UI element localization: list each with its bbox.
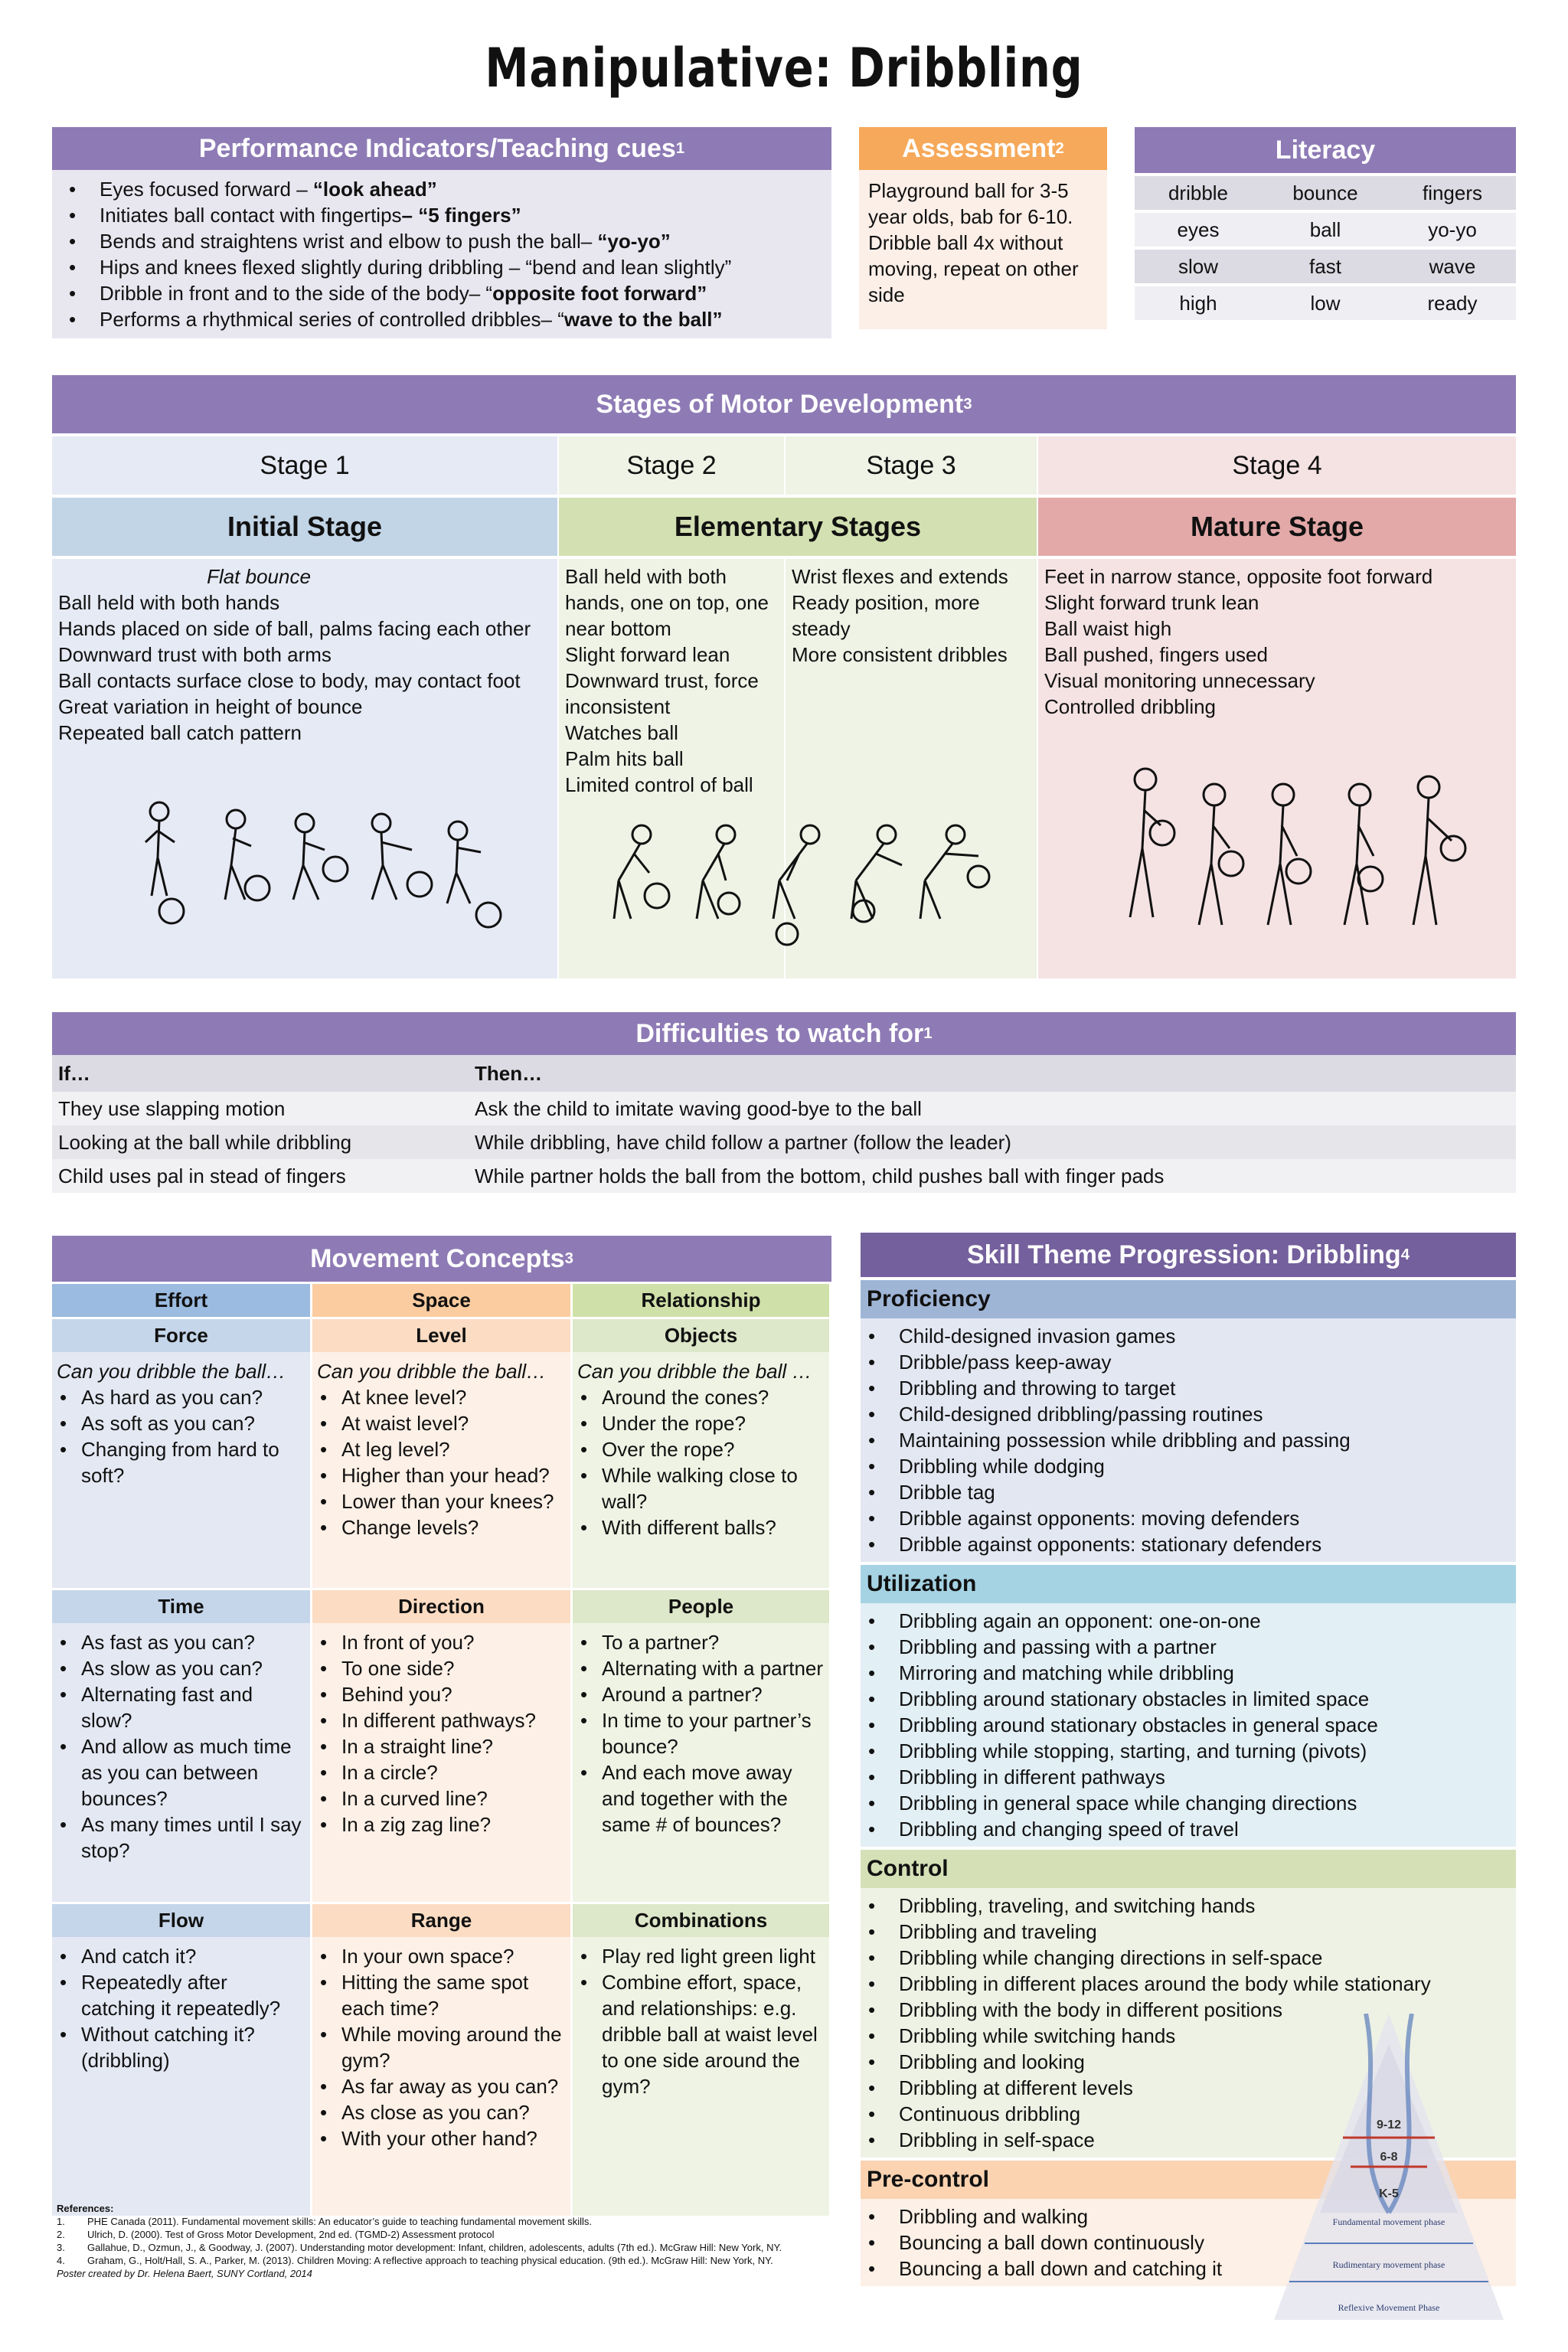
stage-2-line: Downward trust, force [565,669,759,692]
level-item: • Bouncing a ball down and catching it [861,2256,1516,2282]
concept-category-effort: Effort [52,1282,312,1317]
concept-item: • Play red light green light [577,1943,825,1969]
concept-cell [52,1623,312,1902]
literacy-header: Literacy [1135,127,1516,173]
then-heading: Then… [475,1061,543,1085]
stage-3-label: Stage 3 [786,436,1037,495]
difficulty-then: While dribbling, have child follow a partner (follow the leader) [475,1130,1011,1154]
level-utilization-heading: Utilization [861,1565,1516,1603]
concept-list [317,1943,566,2151]
stage-4-list [1038,559,1516,724]
stage-2-line: Slight forward lean [565,643,730,666]
literacy-word: high [1135,286,1262,320]
performance-item-cue: – “5 fingers” [401,204,521,227]
stages-header [52,375,1516,433]
concept-item: • Change levels? [317,1514,566,1540]
concept-item: • As fast as you can? [57,1629,305,1655]
concept-heading-people: People [573,1588,831,1623]
level-item: • Child-designed invasion games [861,1323,1516,1349]
concept-list [577,1943,825,2099]
performance-item [63,254,821,280]
pyramid-fundamental: Fundamental movement phase [1332,2216,1446,2227]
literacy-word: fingers [1389,176,1516,210]
level-item: • Dribbling in different places around the body while stationary [861,1971,1516,1997]
concept-intro: Can you dribble the ball … [577,1360,812,1383]
pyramid-reflexive: Reflexive Movement Phase [1338,2302,1440,2313]
literacy-word: bounce [1262,176,1389,210]
performance-item [63,280,821,306]
concept-item: • While moving around the gym? [317,2021,566,2073]
level-list [861,1608,1516,1842]
level-item: • Dribbling and looking [861,2049,1516,2075]
level-proficiency-body [861,1318,1516,1562]
stage-1-italic: Flat bounce [207,565,311,588]
concept-item: • With your other hand? [317,2125,566,2151]
elementary-stage-figures [603,812,1017,965]
pyramid-label-k-5: K-5 [1379,2187,1399,2200]
level-control-heading: Control [861,1850,1516,1888]
stage-2-line: Limited control of ball [565,773,753,796]
concept-item: • And allow as much time as you can between bounces? [57,1733,305,1811]
level-item: • Dribbling while dodging [861,1453,1516,1479]
concept-item: • At knee level? [317,1384,566,1410]
concept-item: • In front of you? [317,1629,566,1655]
level-item: • Dribbling, traveling, and switching hands [861,1893,1516,1919]
stage-4-line: Ball pushed, fingers used [1044,643,1268,666]
concept-cell [573,1623,831,1902]
level-item: • Dribbling with the body in different positions [861,1997,1516,2023]
stage-4-body [1038,559,1516,978]
difficulties-sup: 1 [923,1024,933,1042]
stage-2-line: inconsistent [565,695,671,718]
movement-concepts-header [52,1236,831,1282]
level-item: • Dribbling at different levels [861,2075,1516,2101]
concept-item: • Around the cones? [577,1384,825,1410]
reference-text: PHE Canada (2011). Fundamental movement skills: An educator’s guide to teaching fundamental movement skills. [87,2216,593,2227]
concept-heading-row [52,1317,831,1352]
performance-item-text: Hips and knees flexed slightly during dribbling – “bend and lean slightly” [100,256,732,279]
stage-3-list [786,559,1037,672]
movement-concepts-panel [52,1236,831,2216]
assessment-header [859,127,1107,170]
performance-item [63,306,821,332]
stage-1-line: Great variation in height of bounce [58,695,363,718]
concept-heading-range: Range [312,1902,573,1937]
stage-3-line: More consistent dribbles [792,643,1008,666]
assessment-text: Playground ball for 3-5 year olds, bab for 6-10. Dribble ball 4x without moving, repeat on other side [859,170,1107,329]
references [57,2202,838,2280]
performance-item-text: Bends and straightens wrist and elbow to push the ball– [100,230,598,253]
concept-category-row [52,1282,831,1317]
concept-item: • As far away as you can? [317,2073,566,2099]
performance-panel [52,127,831,338]
stage-4-line: Slight forward trunk lean [1044,591,1259,614]
stage-3-line: Ready position, more [792,591,980,614]
stage-2-line: Watches ball [565,721,678,744]
stage-2-line: Palm hits ball [565,747,684,770]
difficulty-then: While partner holds the ball from the bottom, child pushes ball with finger pads [475,1164,1165,1187]
concept-list [577,1629,825,1838]
performance-sup: 1 [675,139,685,157]
stages-sup: 3 [963,395,972,413]
difficulty-if: They use slapping motion [58,1096,286,1120]
literacy-word: wave [1389,250,1516,283]
literacy-row [1135,213,1516,247]
reference-number: 2. [57,2229,65,2240]
references-title: References: [57,2203,114,2214]
concept-intro: Can you dribble the ball… [57,1360,286,1383]
concept-body-row [52,1937,831,2216]
level-item: • Dribbling in self-space [861,2127,1516,2153]
concept-item: • In a circle? [317,1759,566,1785]
stage-4-line: Visual monitoring unnecessary [1044,669,1315,692]
performance-item-cue: wave to the ball” [564,308,723,331]
concept-heading-combinations: Combinations [573,1902,831,1937]
concept-item: • As hard as you can? [57,1384,305,1410]
skill-theme-title: Skill Theme Progression: Dribbling [966,1240,1401,1269]
assessment-panel [859,127,1107,329]
concept-item: • Repeatedly after catching it repeatedly? [57,1969,305,2021]
concept-item: • As close as you can? [317,2099,566,2125]
concept-category-relationship: Relationship [573,1282,831,1317]
difficulties-title: Difficulties to watch for [635,1018,924,1048]
level-item: • Child-designed dribbling/passing routines [861,1401,1516,1427]
reference-text: Ulrich, D. (2000). Test of Gross Motor Development, 2nd ed. (TGMD-2) Assessment protocol [87,2229,495,2240]
concept-item: • Hitting the same spot each time? [317,1969,566,2021]
pyramid-label-9-12: 9-12 [1376,2118,1402,2132]
concept-list [317,1384,566,1540]
elementary-stages-heading: Elementary Stages [559,498,1037,556]
literacy-word: ready [1389,286,1516,320]
performance-item-cue: “look ahead” [312,178,437,201]
concept-cell [573,1352,831,1588]
reference-item [57,2241,838,2254]
performance-item-cue: “yo-yo” [597,230,671,253]
literacy-table [1135,173,1516,323]
concept-cell [312,1623,573,1902]
literacy-word: ball [1262,213,1389,247]
concept-item: • At leg level? [317,1436,566,1462]
literacy-panel [1135,127,1516,323]
level-item: • Dribbling in different pathways [861,1764,1516,1790]
concept-item: • In different pathways? [317,1707,566,1733]
concept-item: • At waist level? [317,1410,566,1436]
initial-stage-figures [113,796,511,942]
concept-list [57,1943,305,2073]
literacy-word: slow [1135,250,1262,283]
stage-2-label: Stage 2 [559,436,784,495]
level-item: • Dribble/pass keep-away [861,1349,1516,1375]
concept-category-space: Space [312,1282,573,1317]
pyramid-rudimentary: Rudimentary movement phase [1332,2259,1446,2270]
reference-number: 4. [57,2255,65,2266]
performance-item-text: Initiates ball contact with fingertips [100,204,402,227]
concept-item: • To one side? [317,1655,566,1681]
literacy-row [1135,250,1516,283]
concept-item: • In time to your partner’s bounce? [577,1707,825,1759]
mature-stage-figures [1115,764,1482,940]
performance-item [63,228,821,254]
assessment-title: Assessment [902,133,1056,163]
performance-title: Performance Indicators/Teaching cues [198,133,676,163]
concept-list [57,1629,305,1864]
concept-item: • Around a partner? [577,1681,825,1707]
level-proficiency-heading: Proficiency [861,1280,1516,1318]
concept-item: • Changing from hard to soft? [57,1436,305,1488]
level-list [861,1323,1516,1557]
concept-item: • In your own space? [317,1943,566,1969]
concept-cell [312,1352,573,1588]
concept-item: • Alternating with a partner [577,1655,825,1681]
concept-heading-row [52,1902,831,1937]
concept-heading-flow: Flow [52,1902,312,1937]
concept-list [577,1384,825,1540]
level-item: • Dribble against opponents: moving defenders [861,1505,1516,1531]
initial-stage-heading: Initial Stage [52,498,557,556]
concept-item: • Under the rope? [577,1410,825,1436]
if-heading: If… [58,1061,90,1085]
concept-item: • Higher than your head? [317,1462,566,1488]
level-item: • Dribble against opponents: stationary defenders [861,1531,1516,1557]
concept-heading-row [52,1588,831,1623]
literacy-word: dribble [1135,176,1262,210]
concept-body-row [52,1352,831,1588]
stage-4-line: Controlled dribbling [1044,695,1217,718]
difficulty-if: Child uses pal in stead of fingers [58,1164,346,1187]
concept-cell [573,1937,831,2216]
movement-concepts-grid [52,1282,831,2216]
level-item: • Maintaining possession while dribbling and passing [861,1427,1516,1453]
poster-credit: Poster created by Dr. Helena Baert, SUNY Cortland, 2014 [57,2268,312,2279]
concept-cell [52,1937,312,2216]
concept-heading-level: Level [312,1317,573,1352]
difficulty-if: Looking at the ball while dribbling [58,1130,352,1154]
stage-4-line: Ball waist high [1044,617,1172,640]
stage-1-line: Ball held with both hands [58,591,280,614]
reference-number: 3. [57,2242,65,2253]
level-item: • Mirroring and matching while dribbling [861,1660,1516,1686]
reference-text: Gallahue, D., Ozmun, J., & Goodway, J. (2007). Understanding motor development: Infant, children, adolescents, adults (7th ed.). McGraw Hill: New York, NY. [87,2242,782,2253]
concept-item: • Over the rope? [577,1436,825,1462]
stage-1-line: Ball contacts surface close to body, may contact foot [58,669,521,692]
performance-item-text: Performs a rhythmical series of controlled dribbles– “ [100,308,564,331]
literacy-row [1135,286,1516,320]
concept-item: • And each move away and together with the same # of bounces? [577,1759,825,1838]
concept-heading-force: Force [52,1317,312,1352]
concept-cell [312,1937,573,2216]
stage-2-list [559,559,784,802]
reference-text: Graham, G., Holt/Hall, S. A., Parker, M. (2013). Children Moving: A reflective approach to teaching physical education. (9th ed.). McGraw Hill: New York, NY. [87,2255,773,2266]
concept-item: • Combine effort, space, and relationships: e.g. dribble ball at waist level to one side around the gym? [577,1969,825,2099]
performance-item [63,176,821,202]
stage-4-label: Stage 4 [1038,436,1516,495]
level-item: • Dribbling and changing speed of travel [861,1816,1516,1842]
level-item: • Dribbling while stopping, starting, and turning (pivots) [861,1738,1516,1764]
concept-item: • Behind you? [317,1681,566,1707]
stage-2-line: Ball held with both [565,565,727,588]
literacy-row [1135,176,1516,210]
concept-list [57,1384,305,1488]
stage-1-label: Stage 1 [52,436,557,495]
level-item: • Dribbling again an opponent: one-on-one [861,1608,1516,1634]
pyramid-label-6-8: 6-8 [1380,2151,1398,2164]
level-item: • Dribbling while switching hands [861,2023,1516,2049]
stages-title: Stages of Motor Development [596,389,964,419]
difficulty-then: Ask the child to imitate waving good-bye to the ball [475,1096,922,1120]
level-item: • Dribbling and passing with a partner [861,1634,1516,1660]
references-list [57,2215,838,2267]
concept-item: • In a straight line? [317,1733,566,1759]
concept-item: • As soft as you can? [57,1410,305,1436]
concept-intro: Can you dribble the ball… [317,1360,547,1383]
assessment-sup: 2 [1055,139,1064,157]
development-pyramid [1274,2014,1504,2335]
level-item: • Dribbling and traveling [861,1919,1516,1945]
concept-item: • As many times until I say stop? [57,1811,305,1864]
difficulty-row [52,1092,1516,1125]
stage-3-line: steady [792,617,851,640]
literacy-word: fast [1262,250,1389,283]
difficulties-head-row [52,1055,1516,1092]
reference-item [57,2215,838,2228]
difficulty-row [52,1159,1516,1193]
difficulties-rows [52,1092,1516,1193]
concept-item: • Lower than your knees? [317,1488,566,1514]
level-item: • Dribbling and walking [861,2203,1516,2230]
performance-header [52,127,831,170]
reference-item [57,2228,838,2241]
stage-1-list [58,590,551,746]
concept-heading-objects: Objects [573,1317,831,1352]
reference-number: 1. [57,2216,65,2227]
literacy-word: yo-yo [1389,213,1516,247]
level-item: • Continuous dribbling [861,2101,1516,2127]
concept-item: • While walking close to wall? [577,1462,825,1514]
concept-item: • And catch it? [57,1943,305,1969]
level-item: • Dribbling while changing directions in self-space [861,1945,1516,1971]
page-title: Manipulative: Dribbling [485,37,1083,100]
stage-1-body [52,559,557,978]
stage-4-line: Feet in narrow stance, opposite foot forward [1044,565,1433,588]
difficulties-header [52,1012,1516,1055]
literacy-word: low [1262,286,1389,320]
skill-theme-sup: 4 [1400,1246,1410,1263]
stage-1-line: Hands placed on side of ball, palms facing each other [58,617,531,640]
concept-item: • In a curved line? [317,1785,566,1811]
concept-heading-time: Time [52,1588,312,1623]
difficulty-row [52,1125,1516,1159]
stages-panel [52,375,1516,978]
concept-item: • To a partner? [577,1629,825,1655]
literacy-word: eyes [1135,213,1262,247]
performance-item-text: Eyes focused forward – [100,178,313,201]
difficulties-panel [52,1012,1516,1193]
concept-heading-direction: Direction [312,1588,573,1623]
concept-item: • As slow as you can? [57,1655,305,1681]
stage-1-line: Downward trust with both arms [58,643,332,666]
performance-list [63,176,821,332]
level-item: • Bouncing a ball down continuously [861,2230,1516,2256]
skill-theme-header [861,1233,1516,1277]
level-item: • Dribbling and throwing to target [861,1375,1516,1401]
performance-item-cue: opposite foot forward” [492,282,707,305]
level-item: • Dribbling in general space while changing directions [861,1790,1516,1816]
stage-1-line: Repeated ball catch pattern [58,721,302,744]
stage-2-line: hands, one on top, one [565,591,769,614]
level-item: • Dribbling around stationary obstacles in limited space [861,1686,1516,1712]
performance-item [63,202,821,228]
concept-item: • With different balls? [577,1514,825,1540]
performance-item-text: Dribble in front and to the side of the body– “ [100,282,493,305]
stage-3-line: Wrist flexes and extends [792,565,1008,588]
level-item: • Dribble tag [861,1479,1516,1505]
stage-2-line: near bottom [565,617,671,640]
level-utilization-body [861,1603,1516,1847]
concept-list [317,1629,566,1838]
movement-concepts-sup: 3 [564,1250,573,1267]
mature-stage-heading: Mature Stage [1038,498,1516,556]
level-item: • Dribbling around stationary obstacles in general space [861,1712,1516,1738]
level-pre-control-heading: Pre-control [861,2161,1516,2199]
skill-theme-panel [861,1233,1516,2313]
concept-cell [52,1352,312,1588]
concept-body-row [52,1623,831,1902]
movement-concepts-title: Movement Concepts [310,1243,565,1273]
reference-item [57,2254,838,2267]
concept-item: • Without catching it? (dribbling) [57,2021,305,2073]
concept-item: • Alternating fast and slow? [57,1681,305,1733]
concept-item: • In a zig zag line? [317,1811,566,1838]
